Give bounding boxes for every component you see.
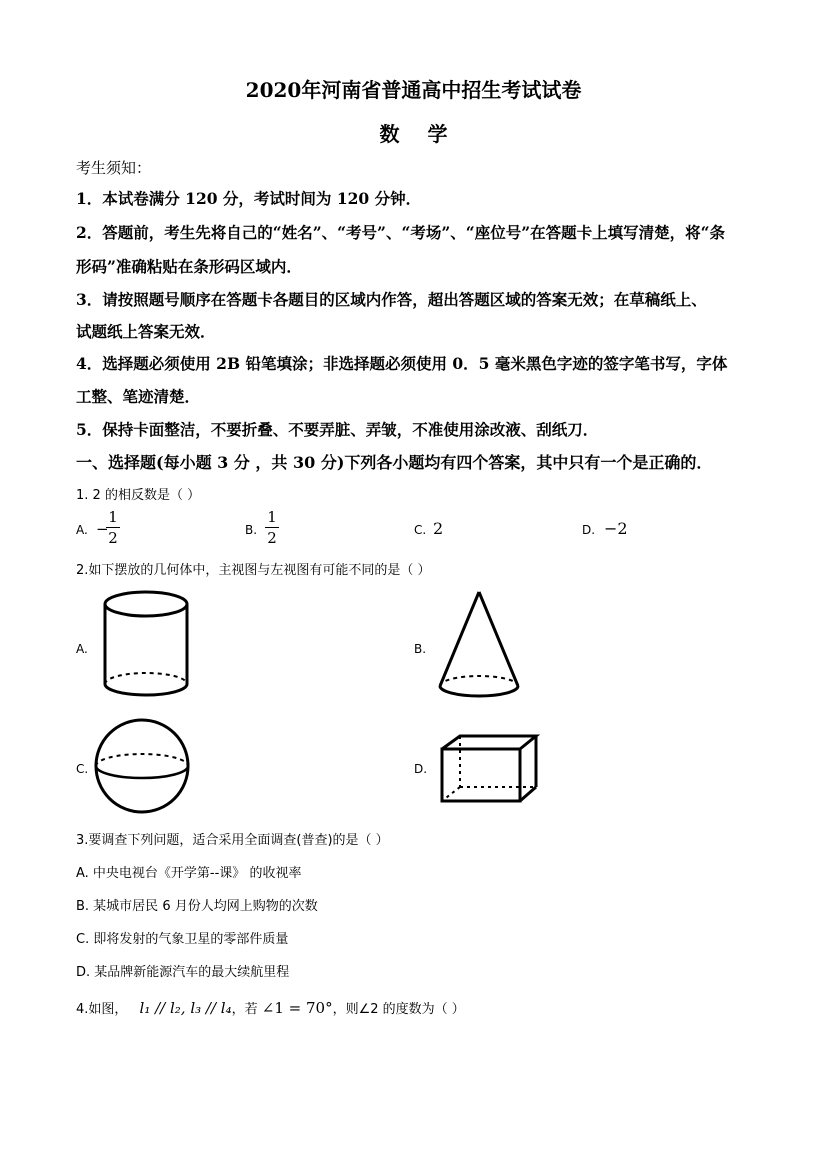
- q1-option-a-fraction: [106, 508, 120, 547]
- question-4-stem: [76, 998, 465, 1017]
- q1-option-b-denominator: 2: [267, 529, 277, 547]
- q1-option-c-label: C.: [414, 523, 427, 537]
- q1-option-a-label: A.: [76, 523, 88, 537]
- q2-option-c-label: C.: [76, 762, 89, 776]
- q3-option-b: B. 某城市居民 6 月份人均网上购物的次数: [76, 899, 318, 914]
- q2-option-d-label: D.: [414, 762, 428, 776]
- q1-option-d-label: D.: [582, 523, 596, 537]
- fraction-bar: [265, 527, 279, 528]
- cuboid-figure: [438, 733, 542, 805]
- q1-option-d-value: −2: [604, 519, 628, 538]
- q4-angle-given: ∠1 = 70°: [261, 999, 333, 1017]
- notice-item-3: 3．请按照题号顺序在答题卡各题目的区域内作答，超出答题区域的答案无效；在草稿纸上、: [76, 290, 707, 309]
- sphere-figure: [92, 718, 198, 818]
- q4-parallel-lines: l₁ // l₂, l₃ // l₄: [139, 999, 232, 1017]
- notice-heading: 考生须知：: [76, 159, 152, 177]
- notice-item-3-cont: 试题纸上答案无效．: [76, 322, 216, 341]
- q1-option-a-numerator: 1: [108, 508, 118, 526]
- notice-item-4: 4．选择题必须使用 2B 铅笔填涂；非选择题必须使用 0．5 毫米黑色字迹的签字笔书写，字体: [76, 354, 728, 373]
- question-2-stem: 2.如下摆放的几何体中，主视图与左视图有可能不同的是（ ）: [76, 563, 431, 578]
- exam-title: 2020年河南省普通高中招生考试试卷: [245, 78, 582, 102]
- fraction-bar: [106, 527, 120, 528]
- q1-option-b-numerator: 1: [267, 508, 277, 526]
- q4-stem-suffix: ，则∠2 的度数为（ ）: [332, 1002, 465, 1017]
- cylinder-figure: [100, 588, 195, 698]
- q3-option-d: D. 某品牌新能源汽车的最大续航里程: [76, 965, 290, 980]
- subject-title: 数学: [379, 122, 476, 146]
- q1-option-b-label: B.: [245, 523, 258, 537]
- cone-figure: [435, 590, 525, 700]
- q1-option-c-value: 2: [433, 519, 444, 538]
- q2-option-b-label: B.: [414, 642, 427, 656]
- q1-option-a-sign: −: [96, 520, 109, 538]
- notice-item-2: 2．答题前，考生先将自己的“姓名”、“考号”、“考场”、“座位号”在答题卡上填写清楚，将“条: [76, 223, 726, 242]
- q3-option-c: C. 即将发射的气象卫星的零部件质量: [76, 932, 289, 947]
- notice-item-4-cont: 工整、笔迹清楚．: [76, 387, 201, 406]
- section-heading: 一、选择题(每小题 3 分 ，共 30 分)下列各小题均有四个答案，其中只有一个是正确的．: [76, 453, 713, 472]
- q1-option-a-denominator: 2: [108, 529, 118, 547]
- q3-option-a: A. 中央电视台《开学第--课》 的收视率: [76, 866, 302, 881]
- q4-stem-prefix: 4.如图，: [76, 1002, 128, 1017]
- notice-item-2-cont: 形码”准确粘贴在条形码区域内．: [76, 257, 302, 276]
- q1-option-b-fraction: [265, 508, 279, 547]
- question-1-stem: 1. 2 的相反数是（ ）: [76, 488, 201, 503]
- question-3-stem: 3.要调查下列问题，适合采用全面调查(普查)的是（ ）: [76, 833, 389, 848]
- notice-item-1: 1．本试卷满分 120 分，考试时间为 120 分钟．: [76, 189, 422, 208]
- q4-stem-mid: ，若: [231, 1002, 258, 1017]
- notice-item-5: 5．保持卡面整洁，不要折叠、不要弄脏、弄皱，不准使用涂改液、刮纸刀．: [76, 420, 599, 439]
- q2-option-a-label: A.: [76, 642, 88, 656]
